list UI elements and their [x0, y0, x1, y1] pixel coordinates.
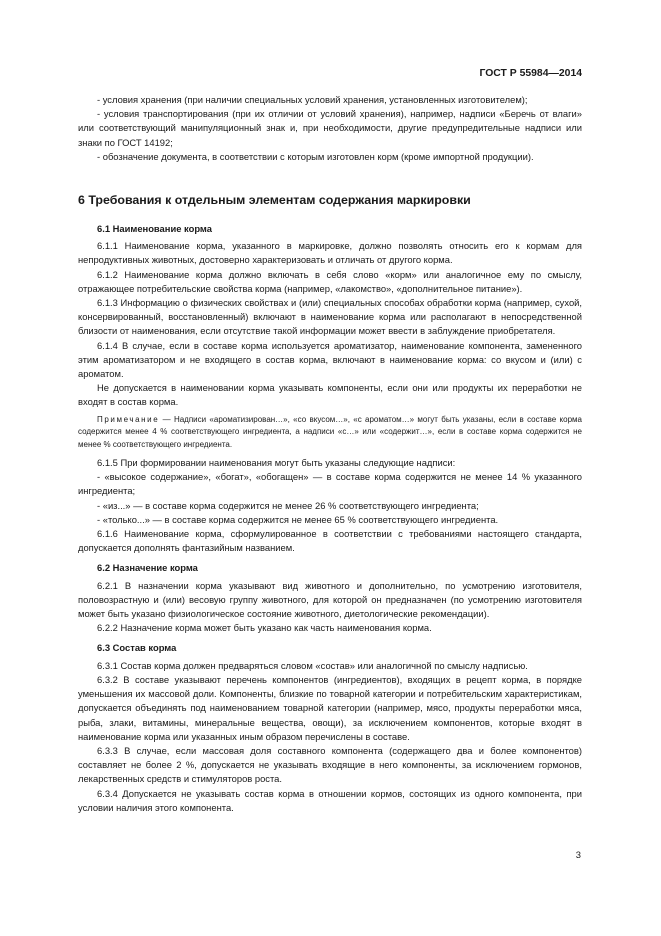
para-6-1-4: 6.1.4 В случае, если в составе корма используется ароматизатор, наименование компонента, замененного этим ароматизатором и не входящего в состав корма, включают в наименование корма: со вкусом и (или) с ароматом.: [78, 339, 582, 380]
para-6-1-2: 6.1.2 Наименование корма должно включать в себя слово «корм» или аналогичное ему по смыслу, отражающее потребительские свойства корма (например, «лакомство», «дополнительное питание»).: [78, 268, 582, 294]
note-text: — Надписи «ароматизирован…», «со вкусом…», «с ароматом…» могут быть указаны, если в составе корма содержится менее 4 % соответствующего ингредиента, а надписи «с…» или «содержит…», если в составе корма содержится не менее % соответствующего ингредиента.: [78, 414, 582, 450]
intro-item-document: - обозначение документа, в соответствии с которым изготовлен корм (кроме импортной продукции).: [97, 150, 534, 162]
para-6-1-6: 6.1.6 Наименование корма, сформулированное в соответствии с требованиями настоящего стандарта, допускается дополнять фантазийным названием.: [78, 528, 582, 554]
para-6-1-3: 6.1.3 Информацию о физических свойствах и (или) специальных способах обработки корма (например, сухой, консервированный, восстановленный) включают в наименование корма или располагают в непосредственной близости от наименования, если отсутствие такой информации может ввести в заблуждение приобретателя.: [78, 297, 582, 337]
para-6-2-1: 6.2.1 В назначении корма указывают вид животного и дополнительно, по усмотрению изготовителя, половозрастную и (или) весовую группу животного, для которой он предназначен (по усмотрению изготовителя может быть указано физиологическое состояние животного, диетологические рекомендации).: [78, 579, 582, 620]
section-6-heading: 6 Требования к отдельным элементам содержания маркировки: [78, 193, 471, 208]
para-6-1-5: 6.1.5 При формировании наименования могут быть указаны следующие надписи:: [97, 457, 456, 469]
note: [78, 414, 582, 452]
para-6-3-2: 6.3.2 В составе указывают перечень компонентов (ингредиентов), входящих в рецепт корма, в порядке уменьшения их массовой доли. Компоненты, близкие по товарной категории и потребительским характеристикам, допускается объединять под наименованием товарной категории (например, мясо, продукты переработки мяса, рыба, злаки, витамины, минеральные вещества, овощи), за исключением компонентов, которые входят в наименование корма или указанных иным образом перечислены в составе.: [78, 673, 582, 742]
list-item-high-content: - «высокое содержание», «богат», «обогащен» — в составе корма содержится не менее 14 % указанного ингредиента;: [78, 471, 582, 497]
para-6-3-1: 6.3.1 Состав корма должен предваряться словом «состав» или аналогичной по смыслу надписью.: [97, 659, 528, 671]
para-6-1-1: 6.1.1 Наименование корма, указанного в маркировке, должно позволять относить его к кормам для непродуктивных животных, достоверно характеризовать и отличать от другого корма.: [78, 240, 582, 266]
section-6-1-heading: 6.1 Наименование корма: [97, 223, 212, 235]
para-6-1-4-continued: Не допускается в наименовании корма указывать компоненты, если они или продукты их переработки не входят в состав корма.: [78, 382, 582, 408]
page-number: 3: [575, 849, 581, 860]
standard-id: ГОСТ Р 55984—2014: [479, 68, 582, 79]
intro-item-storage: - условия хранения (при наличии специальных условий хранения, установленных изготовителем);: [97, 94, 528, 105]
document-body: [78, 93, 582, 815]
list-item-from: - «из...» — в составе корма содержится не менее 26 % соответствующего ингредиента;: [97, 499, 479, 511]
para-6-2-2: 6.2.2 Назначение корма может быть указано как часть наименования корма.: [97, 622, 432, 634]
para-6-3-4: 6.3.4 Допускается не указывать состав корма в отношении кормов, состоящих из одного компонента, при условии наличия этого компонента.: [78, 787, 582, 813]
para-6-3-3: 6.3.3 В случае, если массовая доля составного компонента (содержащего два и более компонентов) составляет не более 2 %, допускается не указывать входящие в него компоненты, за исключением гормонов, лекарственных средств и стимуляторов роста.: [78, 744, 582, 785]
list-item-only: - «только...» — в составе корма содержится не менее 65 % соответствующего ингредиента.: [97, 513, 499, 525]
note-label: Примечание: [97, 414, 160, 424]
section-6-3-heading: 6.3 Состав корма: [97, 642, 177, 654]
intro-item-transport: - условия транспортирования (при их отличии от условий хранения), например, надписи «Беречь от влаги» или соответствующий манипуляционный знак и, при необходимости, другие предупредительные надписи или знаки по ГОСТ 14192;: [78, 108, 582, 148]
section-6-2-heading: 6.2 Назначение корма: [97, 562, 198, 574]
